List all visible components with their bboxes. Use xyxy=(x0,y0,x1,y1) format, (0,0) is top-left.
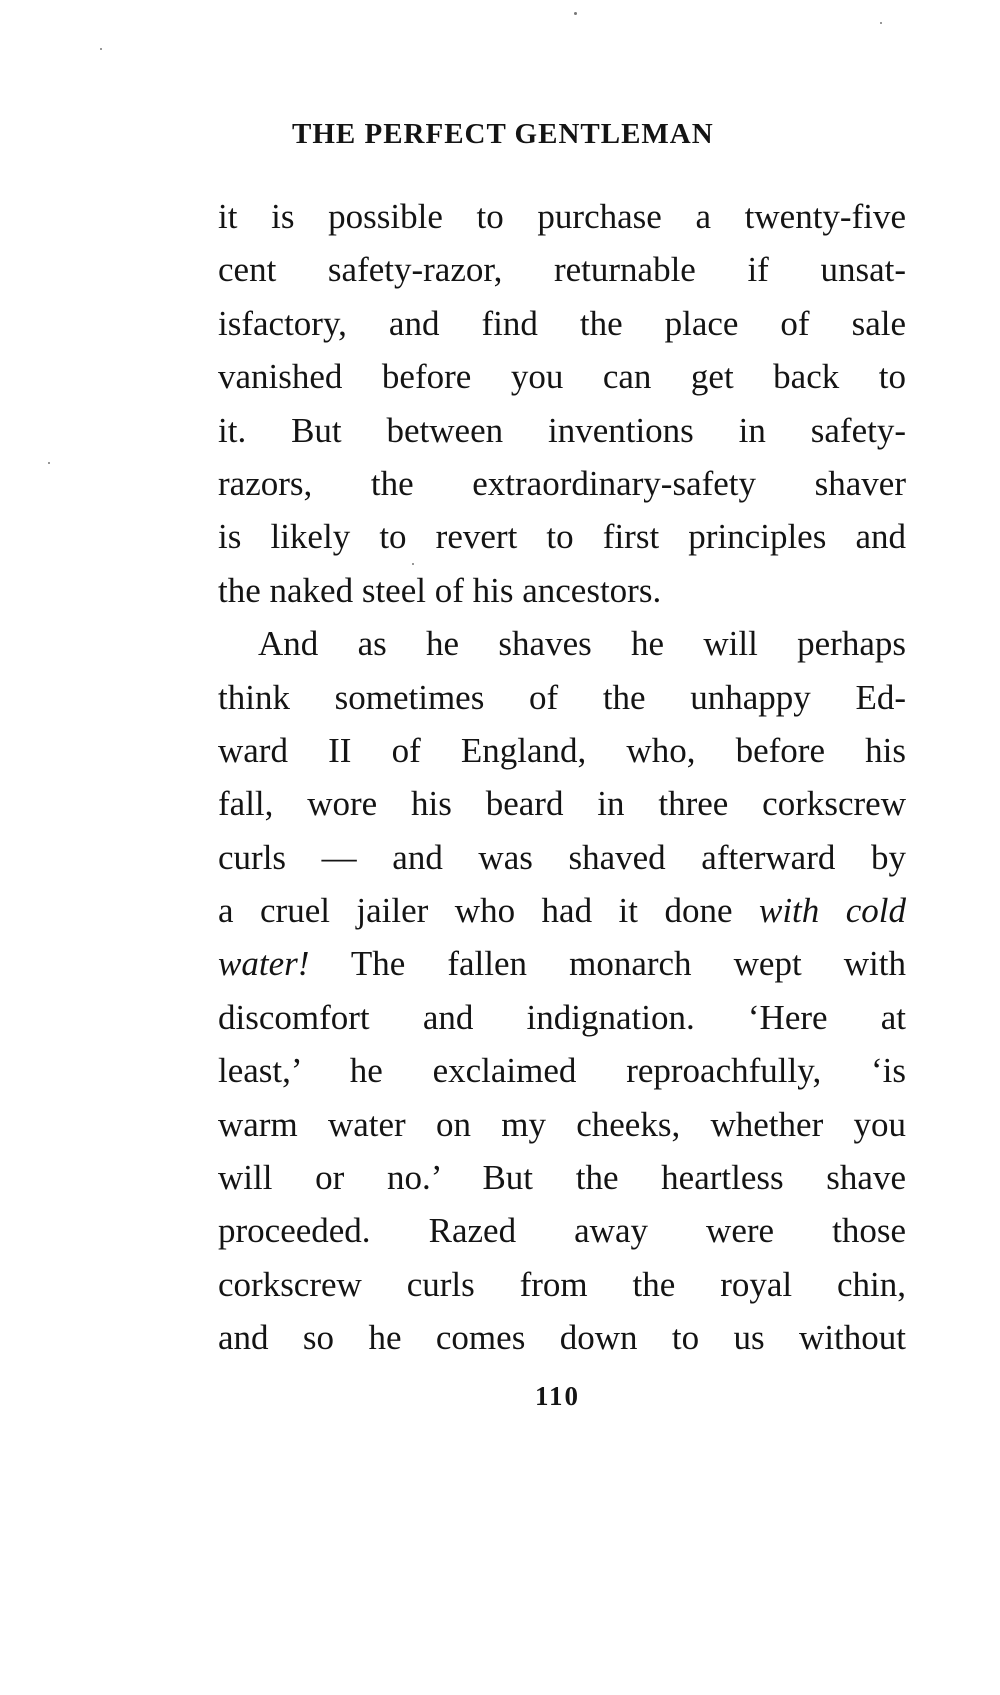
italic-text: water! xyxy=(218,944,310,984)
text-line: proceeded. Razed away were those xyxy=(218,1211,906,1251)
page-number: 110 xyxy=(535,1381,581,1411)
paragraph-2 xyxy=(218,617,906,1364)
text-line: razors, the extraordinary-safety shaver xyxy=(218,463,906,503)
text-line: ward II of England, who, before his xyxy=(218,730,906,770)
text-line: and so he comes down to us without xyxy=(218,1318,906,1358)
italic-text: with cold xyxy=(758,891,906,931)
paragraph-1 xyxy=(218,190,906,617)
paper-speck xyxy=(412,563,414,565)
body-text xyxy=(218,190,906,1365)
text-line: least,’ he exclaimed reproachfully, ‘is xyxy=(218,1051,906,1091)
text-line: curls — and was shaved afterward by xyxy=(218,837,906,877)
text-line: cent safety-razor, returnable if unsat- xyxy=(218,250,906,290)
text-run: a cruel jailer who had it done xyxy=(218,891,759,931)
text-line: fall, wore his beard in three corkscrew xyxy=(218,784,906,824)
text-line: vanished before you can get back to xyxy=(218,357,906,397)
running-head: THE PERFECT GENTLEMAN xyxy=(292,118,714,150)
text-line: corkscrew curls from the royal chin, xyxy=(218,1264,906,1304)
text-line: is likely to revert to first principles and xyxy=(218,517,906,557)
text-line: isfactory, and find the place of sale xyxy=(218,303,906,343)
text-line: it is possible to purchase a twenty-five xyxy=(218,197,906,236)
paper-speck xyxy=(574,12,577,15)
text-line xyxy=(218,884,906,937)
text-line: warm water on my cheeks, whether you xyxy=(218,1104,906,1144)
paper-speck xyxy=(880,22,882,24)
paper-speck xyxy=(100,48,102,50)
text-line: discomfort and indignation. ‘Here at xyxy=(218,997,906,1037)
text-line: it. But between inventions in safety- xyxy=(218,410,906,450)
text-line: think sometimes of the unhappy Ed- xyxy=(218,677,906,717)
text-line: the naked steel of his ancestors. xyxy=(218,570,662,610)
text-line xyxy=(218,937,906,990)
text-line: And as he shaves he will perhaps xyxy=(258,624,906,664)
text-run: The fallen monarch wept with xyxy=(309,944,906,984)
text-line: will or no.’ But the heartless shave xyxy=(218,1158,906,1198)
paper-speck xyxy=(48,462,50,464)
